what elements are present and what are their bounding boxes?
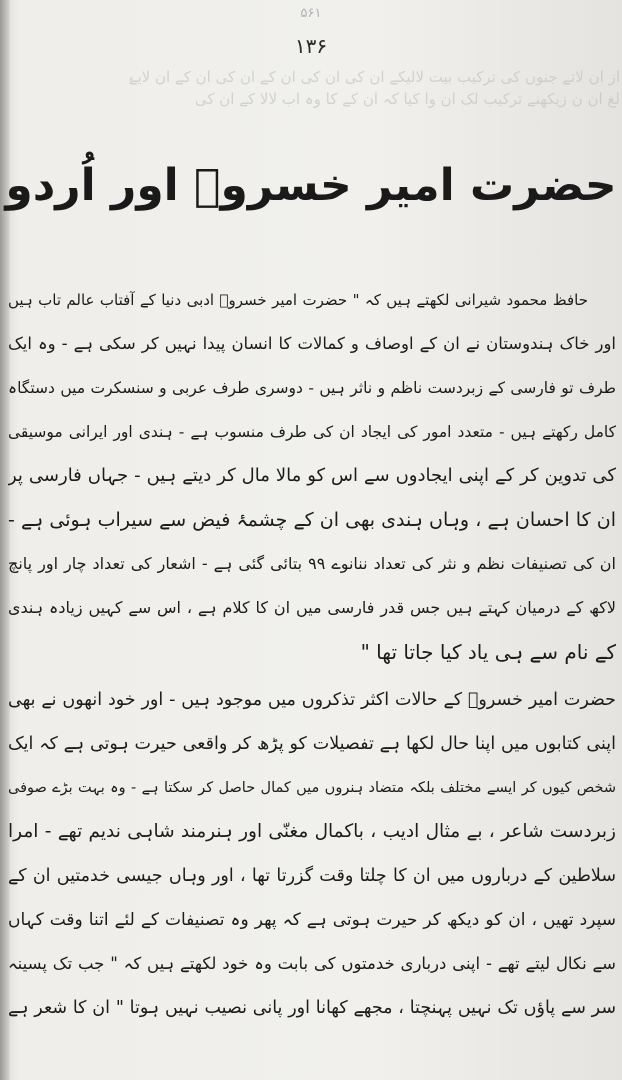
text-line: سے نکال لیتے تھے - اپنی درباری خدمتوں کی بابت وہ خود لکھتے ہیں کہ " جب تک پسینہ xyxy=(8,954,616,973)
text-line: زبردست شاعر ، بے مثال ادیب ، باکمال مغنّی اور ہنرمند شاہی ندیم تھے - امرا xyxy=(8,821,616,842)
text-line: سر سے پاؤں تک نہیں پہنچتا ، مجھے کھانا اور پانی نصیب نہیں ہوتا " ان کا شعر ہے xyxy=(8,998,616,1018)
text-line: کی تدوین کر کے اپنی ایجادوں سے اس کو مالا مال کر دیتے ہیں - جہاں فارسی پر xyxy=(8,465,616,486)
text-line: شخص کیوں کر ایسے مختلف بلکہ متضاد ہنروں میں کمال حاصل کر سکتا ہے - وہ بہت بڑے صوفی xyxy=(8,780,616,796)
text-line: حافظ محمود شیرانی لکھتے ہیں کہ " حضرت امیر خسروؔ ادبی دنیا کے آفتاب عالم تاب ہیں xyxy=(8,291,588,309)
text-line: طرف تو فارسی کے زبردست ناظم و ناثر ہیں - دوسری طرف عربی و سنسکرت میں دستگاہ xyxy=(8,379,616,397)
chapter-title: حضرت امیر خسروؔ اور اُردو xyxy=(5,160,617,211)
text-line: حضرت امیر خسروؔ کے حالات اکثر تذکروں میں موجود ہیں - اور خود انھوں نے بھی xyxy=(8,690,616,710)
text-line: سپرد تھیں ، ان کو دیکھ کر حیرت ہوتی ہے کہ پھر وہ تصنیفات کے لئے اتنا وقت کہاں xyxy=(8,910,616,930)
text-line: کامل رکھتے ہیں - متعدد امور کی ایجاد ان کی طرف منسوب ہے - ہندی اور ایرانی موسیقی xyxy=(8,423,616,441)
text-line: کے نام سے ہی یاد کیا جاتا تھا " xyxy=(360,640,616,664)
bleed-through-text xyxy=(60,66,620,110)
bleed-line: از ان لاتے جنوں کی ترکیب بیت لالیکے ان کی ان کی ان کے ان کی ان کے ان لایۓ xyxy=(128,68,620,86)
text-line: ان کی تصنیفات نظم و نثر کی تعداد ننانوے ۹۹ بتائی گئی ہے - اشعار کی تعداد چار اور پانچ xyxy=(8,554,616,573)
text-line: لاکھ کے درمیان کہتے ہیں جس قدر فارسی میں ان کا کلام ہے ، اس سے کہیں زیادہ ہندی xyxy=(8,598,616,617)
text-line: ان کا احسان ہے ، وہاں ہندی بھی ان کے چشمۂ فیض سے سیراب ہوئی ہے - xyxy=(8,509,616,531)
text-line: اور خاک ہندوستان نے ان کے اوصاف و کمالات کا انسان پیدا نہیں کر سکی ہے - وہ ایک xyxy=(8,334,616,353)
page-number: ۱۳۶ xyxy=(294,34,328,58)
bleed-page-number: ۵۶۱ xyxy=(300,6,322,21)
text-line: سلاطین کے درباروں میں ان کا چلتا وقت گزرتا تھا ، اور وہاں جیسی خدمتیں ان کے xyxy=(8,866,616,886)
body-text xyxy=(8,278,616,1030)
text-line: اپنی کتابوں میں اپنا حال لکھا ہے تفصیلات کو پڑھ کر واقعی حیرت ہوتی ہے کہ ایک xyxy=(8,734,616,754)
bleed-line: لغ ان ن زیکھنے ترکیب لک ان وا کیا کہ ان کے کا وہ اب لالا کے ان کی xyxy=(194,90,620,108)
